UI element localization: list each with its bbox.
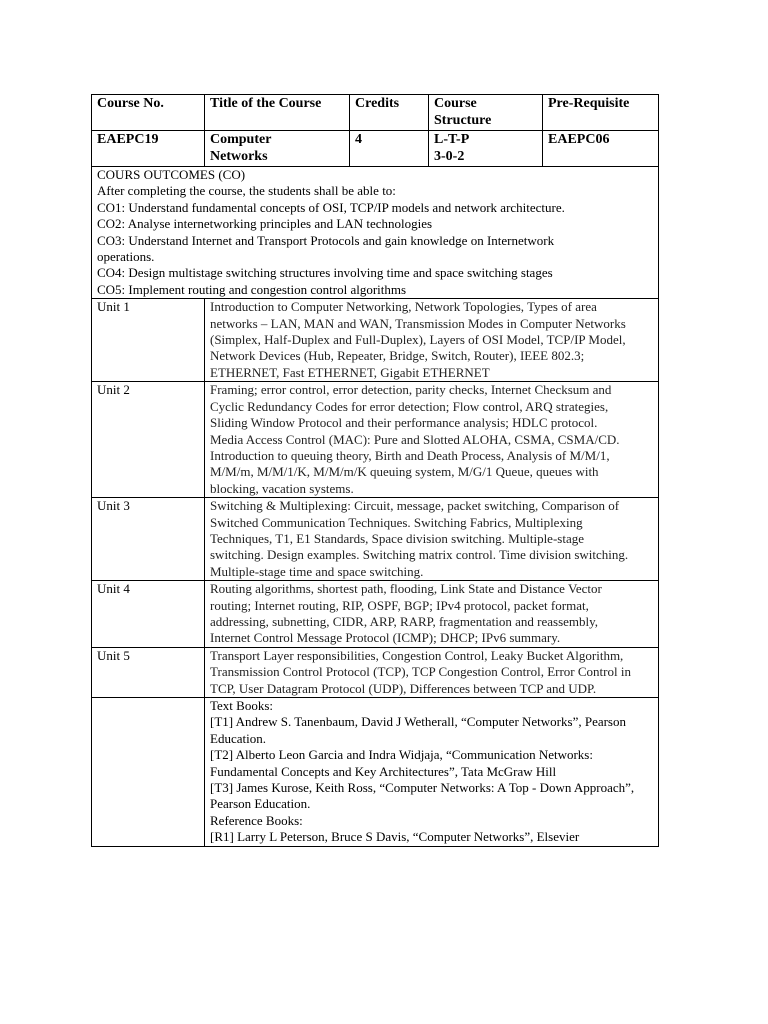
text-line: CO3: Understand Internet and Transport Protocols and gain knowledge on Internetwork bbox=[97, 232, 555, 248]
syllabus-table bbox=[91, 94, 659, 847]
text-line: Media Access Control (MAC): Pure and Slotted ALOHA, CSMA, CSMA/CD. bbox=[210, 431, 620, 447]
books-row bbox=[92, 698, 659, 847]
text-line: [R1] Larry L Peterson, Bruce S Davis, “Computer Networks”, Elsevier bbox=[210, 829, 580, 845]
text-line: networks – LAN, MAN and WAN, Transmission Modes in Computer Networks bbox=[210, 315, 626, 331]
structure-header: Course Structure bbox=[429, 95, 543, 131]
text-line: ETHERNET, Fast ETHERNET, Gigabit ETHERNET bbox=[210, 364, 490, 380]
text-line: CO1: Understand fundamental concepts of OSI, TCP/IP models and network architecture. bbox=[97, 199, 565, 215]
text-line: Techniques, T1, E1 Standards, Space division switching. Multiple-stage bbox=[210, 530, 584, 546]
text-line: After completing the course, the students shall be able to: bbox=[97, 183, 396, 199]
text-line: Pearson Education. bbox=[210, 796, 311, 812]
unit-content bbox=[205, 647, 659, 697]
text-line: Switching & Multiplexing: Circuit, message, packet switching, Comparison of bbox=[210, 498, 620, 514]
text-line: [T2] Alberto Leon Garcia and Indra Widjaja, “Communication Networks: bbox=[210, 747, 593, 763]
course-row bbox=[92, 131, 659, 167]
text-line: Introduction to Computer Networking, Network Topologies, Types of area bbox=[210, 299, 597, 315]
unit-label: Unit 4 bbox=[92, 581, 205, 648]
text-line: Multiple-stage time and space switching. bbox=[210, 563, 424, 579]
prerequisite-header: Pre-Requisite bbox=[543, 95, 659, 131]
text-line: Sliding Window Protocol and their performance analysis; HDLC protocol. bbox=[210, 415, 598, 431]
credits-header: Credits bbox=[350, 95, 429, 131]
text-line: [T1] Andrew S. Tanenbaum, David J Wetherall, “Computer Networks”, Pearson bbox=[210, 714, 626, 730]
unit-content bbox=[205, 498, 659, 581]
text-line: routing; Internet routing, RIP, OSPF, BGP; IPv4 protocol, packet format, bbox=[210, 597, 589, 613]
course-prerequisite: EAEPC06 bbox=[543, 131, 659, 167]
text-line: Network Devices (Hub, Repeater, Bridge, Switch, Router), IEEE 802.3; bbox=[210, 348, 585, 364]
text-line: CO5: Implement routing and congestion control algorithms bbox=[97, 281, 407, 297]
unit-content bbox=[205, 581, 659, 648]
title-header: Title of the Course bbox=[205, 95, 350, 131]
course-outcomes bbox=[92, 167, 659, 299]
unit-row-3 bbox=[92, 498, 659, 581]
text-line: (Simplex, Half-Duplex and Full-Duplex), Layers of OSI Model, TCP/IP Model, bbox=[210, 332, 626, 348]
unit-content bbox=[205, 299, 659, 382]
text-line: blocking, vacation systems. bbox=[210, 480, 354, 496]
unit-label: Unit 5 bbox=[92, 647, 205, 697]
unit-label: Unit 1 bbox=[92, 299, 205, 382]
course-structure: L-T-P 3-0-2 bbox=[429, 131, 543, 167]
course-title: Computer Networks bbox=[205, 131, 350, 167]
text-line: CO2: Analyse internetworking principles and LAN technologies bbox=[97, 216, 433, 232]
text-line: Framing; error control, error detection, parity checks, Internet Checksum and bbox=[210, 382, 612, 398]
books-list bbox=[205, 698, 659, 847]
text-line: Internet Control Message Protocol (ICMP); DHCP; IPv6 summary. bbox=[210, 630, 561, 646]
unit-label: Unit 2 bbox=[92, 382, 205, 498]
unit-content bbox=[205, 382, 659, 498]
text-line: COURS OUTCOMES (CO) bbox=[97, 167, 246, 182]
course-credits: 4 bbox=[350, 131, 429, 167]
unit-row-2 bbox=[92, 382, 659, 498]
text-line: operations. bbox=[97, 249, 155, 265]
text-line: Routing algorithms, shortest path, flooding, Link State and Distance Vector bbox=[210, 581, 602, 597]
course-no-header: Course No. bbox=[92, 95, 205, 131]
text-line: Cyclic Redundancy Codes for error detection; Flow control, ARQ strategies, bbox=[210, 398, 609, 414]
text-line: Reference Books: bbox=[210, 812, 303, 828]
text-line: [T3] James Kurose, Keith Ross, “Computer Networks: A Top - Down Approach”, bbox=[210, 780, 635, 796]
unit-row-5 bbox=[92, 647, 659, 697]
outcomes-row bbox=[92, 167, 659, 299]
text-line: TCP, User Datagram Protocol (UDP), Differences between TCP and UDP. bbox=[210, 680, 597, 696]
text-line: switching. Design examples. Switching matrix control. Time division switching. bbox=[210, 547, 629, 563]
text-line: M/M/m, M/M/1/K, M/M/m/K queuing system, M/G/1 Queue, queues with bbox=[210, 464, 599, 480]
text-line: Fundamental Concepts and Key Architectures”, Tata McGraw Hill bbox=[210, 763, 557, 779]
text-line: Education. bbox=[210, 730, 266, 746]
text-line: Introduction to queuing theory, Birth and Death Process, Analysis of M/M/1, bbox=[210, 447, 610, 463]
text-line: CO4: Design multistage switching structures involving time and space switching stages bbox=[97, 265, 553, 281]
books-empty-cell bbox=[92, 698, 205, 847]
text-line: Transport Layer responsibilities, Congestion Control, Leaky Bucket Algorithm, bbox=[210, 647, 624, 663]
text-line: Switched Communication Techniques. Switching Fabrics, Multiplexing bbox=[210, 514, 583, 530]
text-line: Transmission Control Protocol (TCP), TCP Congestion Control, Error Control in bbox=[210, 664, 631, 680]
course-code: EAEPC19 bbox=[92, 131, 205, 167]
text-line: Text Books: bbox=[210, 698, 274, 713]
unit-row-4 bbox=[92, 581, 659, 648]
unit-row-1 bbox=[92, 299, 659, 382]
header-row bbox=[92, 95, 659, 131]
text-line: addressing, subnetting, CIDR, ARP, RARP, fragmentation and reassembly, bbox=[210, 613, 599, 629]
unit-label: Unit 3 bbox=[92, 498, 205, 581]
